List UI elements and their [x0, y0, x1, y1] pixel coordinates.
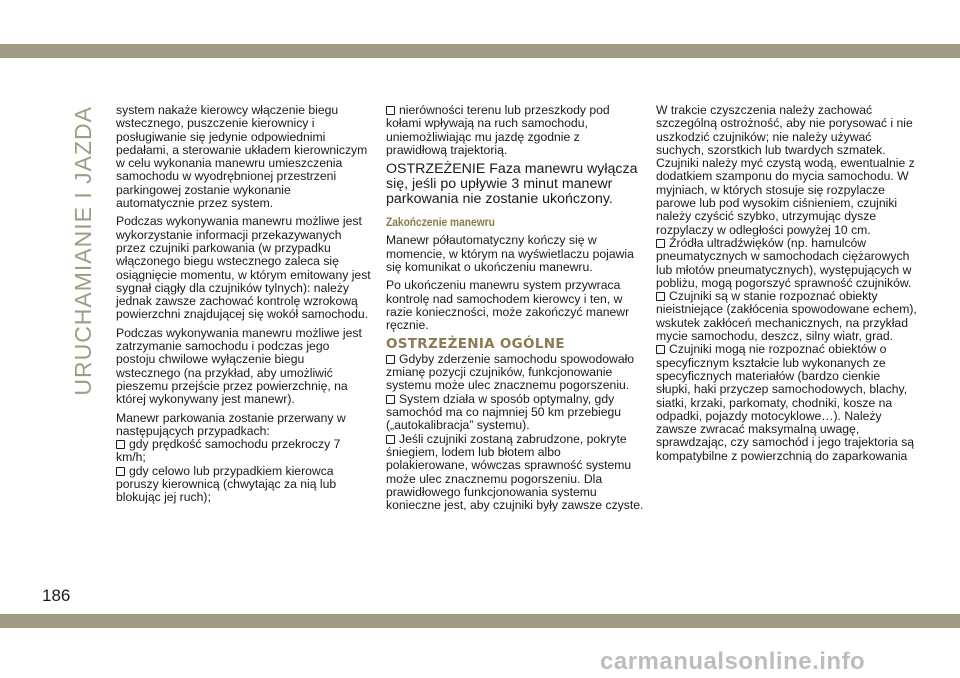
paragraph: Manewr półautomatyczny kończy się w momencie, w którym na wyświetlaczu pojawia się komunikat o ukończeniu manewru.	[386, 233, 634, 275]
list-item	[116, 438, 371, 465]
list-item	[386, 353, 644, 393]
list-item-text: Gdyby zderzenie samochodu spowodowało zmianę pozycji czujników, funkcjonowanie systemu może ulec znacznemu pogorszeniu.	[386, 351, 635, 393]
watermark: carmanualsonline.info	[600, 648, 866, 675]
paragraph: W trakcie czyszczenia należy zachować szczególną ostrożność, aby nie porysować i nie uszkodzić czujników; nie należy używać suchych, szorstkich lub twardych szmatek. Czujniki należy myć czystą wodą, ewentualnie z dodatkiem szamponu do mycia samochodu. W myjniach, w których stosuje się rozpylacze parowe lub pod wysokim ciśnieniem, czujniki należy czyścić szybko, utrzymując dysze rozpylaczy w odległości powyżej 10 cm.	[656, 103, 915, 237]
checkbox-bullet-icon	[116, 467, 125, 476]
column-1	[116, 104, 371, 505]
paragraph: Podczas wykonywania manewru możliwe jest wykorzystanie informacji przekazywanych przez czujniki parkowania (w przypadku włączonego biegu wstecznego zaleca się osiągnięcie momentu, w którym emitowany jest sygnał ciągły dla czujników tylnych): należy jednak zawsze zachować kontrolę wzrokową powierzchni znajdującej się wokół samochodu.	[116, 214, 371, 322]
list-item-text: Czujniki mogą nie rozpoznać obiektów o specyficznym kształcie lub wykonanych ze specyficznych materiałów (bardzo cienkie słupki, haki przyczep samochodowych, blachy, siatki, krzaki, parkomaty, chodniki, kosze na odpadki, pojazdy motocyklowe…). Należy zawsze zwracać maksymalną uwagę, sprawdzając, czy samochód i jego trajektoria są kompatybilne z powierzchnią do zaparkowania	[656, 342, 915, 463]
checkbox-bullet-icon	[656, 345, 665, 354]
list-item	[656, 290, 918, 343]
list-item-text: System działa w sposób optymalny, gdy samochód ma co najmniej 50 km przebiegu („autokalibracja” systemu).	[386, 391, 622, 433]
list-item	[386, 393, 644, 433]
checkbox-bullet-icon	[656, 292, 665, 301]
column-3	[656, 104, 918, 463]
paragraph: system nakaże kierowcy włączenie biegu wstecznego, puszczenie kierownicy i posługiwanie się jedynie odpowiednimi pedałami, a sterowanie układem kierowniczym w celu wykonania manewru umieszczenia samochodu w wyodrębnionej przestrzeni parkingowej zostanie wykonanie automatycznie przez system.	[116, 103, 368, 211]
section-title: URUCHAMIANIE I JAZDA	[70, 106, 96, 396]
footer-bar	[0, 614, 960, 628]
list-item	[386, 104, 644, 157]
list-item-text: nierówności terenu lub przeszkody pod kołami wpływają na ruch samochodu, uniemożliwiając mu jazdę zgodnie z prawidłową trajektorią.	[386, 103, 610, 157]
checkbox-bullet-icon	[386, 435, 395, 444]
list-item-text: Źródła ultradźwięków (np. hamulców pneumatycznych w samochodach ciężarowych lub młotów pneumatycznych), występujących w pobliżu, mogą pogorszyć sprawność czujników.	[656, 235, 912, 290]
checkbox-bullet-icon	[386, 355, 395, 364]
paragraph: Po ukończeniu manewru system przywraca kontrolę nad samochodem kierowcy i ten, w razie konieczności, może zakończyć manewr ręcznie.	[386, 278, 630, 333]
warnings-heading: OSTRZEŻENIA OGÓLNE	[386, 335, 565, 352]
list-item-text: Jeśli czujniki zostaną zabrudzone, pokryte śniegiem, lodem lub błotem albo polakierowane, wówczas sprawność systemu może ulec znacznemu pogorszeniu. Dla prawidłowego funkcjonowania systemu konieczne jest, aby czujniki były zawsze czyste.	[386, 431, 644, 513]
list-item-text: gdy prędkość samochodu przekroczy 7 km/h;	[116, 437, 341, 465]
list-item	[656, 237, 918, 290]
checkbox-bullet-icon	[386, 106, 395, 115]
list-item	[386, 433, 644, 513]
list-item-text: Czujniki są w stanie rozpoznać obiekty nieistniejące (zakłócenia spowodowane echem), wskutek zakłóceń mechanicznych, na przykład mycie samochodu, deszcz, silny wiatr, grad.	[656, 289, 917, 344]
subheading: Zakończenie manewru	[386, 215, 495, 230]
checkbox-bullet-icon	[116, 440, 125, 449]
list-item-text: gdy celowo lub przypadkiem kierowca poruszy kierownicą (chwytając za nią lub blokując jej ruch);	[116, 463, 337, 505]
page-number: 186	[42, 586, 71, 605]
checkbox-bullet-icon	[656, 239, 665, 248]
list-item	[116, 465, 371, 505]
warning-lead: OSTRZEŻENIE Faza manewru wyłącza się, jeśli po upływie 3 minut manewr parkowania nie zostanie ukończony.	[386, 161, 638, 208]
header-bar	[0, 44, 960, 58]
checkbox-bullet-icon	[386, 395, 395, 404]
paragraph: Manewr parkowania zostanie przerwany w następujących przypadkach:	[116, 410, 346, 438]
paragraph: Podczas wykonywania manewru możliwe jest zatrzymanie samochodu i podczas jego postoju chwilowe wyłączenie biegu wstecznego (na przykład, aby umożliwić pieszemu przejście przez powierzchnię, na której wykonywany jest manewr).	[116, 325, 362, 407]
column-2	[386, 104, 644, 512]
list-item	[656, 343, 918, 463]
